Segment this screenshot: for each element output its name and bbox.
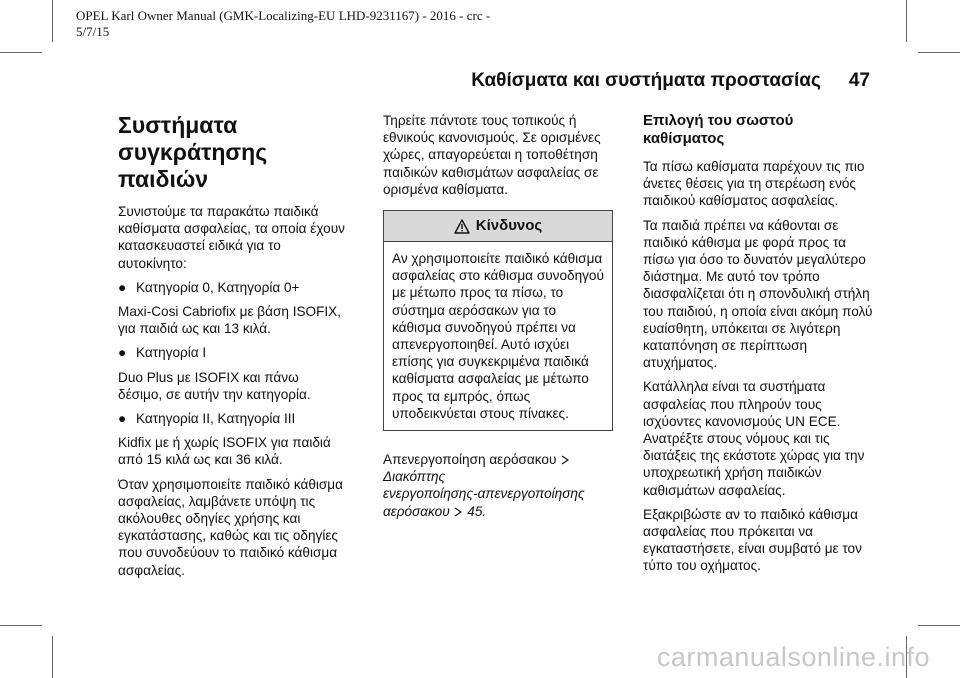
crop-mark [918,52,960,53]
list-item-detail: Duo Plus με ISOFIX και πάνω δέσιμο, σε αυτήν την κατηγορία. [118,369,311,402]
page-reference-icon [453,507,463,517]
intro-paragraph: Συνιστούμε τα παρακάτω παιδικά καθίσματα ασφαλείας, τα οποία έχουν κατασκευαστεί ειδικά για το αυτοκίνητο: [118,204,345,271]
list-item: ● Κατηγορία I [118,345,207,361]
paragraph: Κατάλληλα είναι τα συστήματα ασφαλείας που πληρούν τους ισχύοντες κανονισμούς UN ECE. Ανατρέξτε στους νόμους και τις διατάξεις της εκάστοτε χώρας για την υποχρεωτική χρήση παιδικών καθισμάτων ασφαλείας. [643,379,865,498]
bullet-icon: ● [118,345,127,361]
column-3 [643,112,873,582]
column-2 [383,112,613,527]
danger-header [384,211,612,242]
column-1 [118,112,346,586]
crop-mark [0,625,42,626]
crop-mark [918,625,960,626]
print-header-meta: OPEL Karl Owner Manual (GMK-Localizing-EU LHD-9231167) - 2016 - crc - 5/7/15 [76,8,491,39]
danger-text: Αν χρησιμοποιείτε παιδικό κάθισμα ασφαλείας στο κάθισμα συνοδηγού με μέτωπο προς τα πίσω, το σύστημα αερόσακων για το κάθισμα συνοδηγού πρέπει να απενεργοποιηθεί. Αυτό ισχύει επίσης για συγκεκριμένα παιδικά καθίσματα ασφαλείας με μέτωπο προς τα εμπρός, όπως υποδεικνύεται στους πίνακες. [392,251,604,421]
crop-mark [52,0,53,42]
list-item-detail: Maxi-Cosi Cabriofix με βάση ISOFIX, για παιδιά ως και 13 κιλά. [118,304,342,337]
danger-box [383,210,613,431]
running-header [471,70,870,92]
paragraph: Τα πίσω καθίσματα παρέχουν τις πιο άνετες θέσεις για τη στερέωση ενός παιδικού καθίσματος ασφαλείας. [643,159,865,209]
cross-reference: Απενεργοποίηση αερόσακου Διακόπτης ενεργοποίησης-απενεργοποίησης αερόσακου 45. [383,452,585,519]
list-item: ● Κατηγορία II, Κατηγορία III [118,411,296,427]
regulations-paragraph: Τηρείτε πάντοτε τους τοπικούς ή εθνικούς κανονισμούς. Σε ορισμένες χώρες, απαγορεύεται η τοποθέτηση παιδικών καθισμάτων ασφαλείας σε ορισμένα καθίσματα. [383,113,601,197]
crop-mark [52,636,53,678]
crop-mark [906,0,907,42]
watermark-text: carmanualsonline.info [656,642,930,672]
page-number: 47 [848,70,870,91]
closing-paragraph: Όταν χρησιμοποιείτε παιδικό κάθισμα ασφαλείας, λαμβάνετε υπόψη τις ακόλουθες οδηγίες χρήσης και εγκατάστασης, καθώς και τις οδηγίες που συνοδεύουν το παιδικό κάθισμα ασφαλείας. [118,476,343,578]
crop-mark [0,52,42,53]
bullet-icon: ● [118,279,127,295]
paragraph: Τα παιδιά πρέπει να κάθονται σε παιδικό κάθισμα με φορά προς τα πίσω για όσο το δυνατόν μεγαλύτερο διάστημα. Με αυτό τον τρόπο διασφαλίζεται ότι η σπονδυλική στήλη του παιδιού, η οποία είναι ακόμη πολύ ευαίσθητη, υπόκειται σε λιγότερη καταπόνηση σε περίπτωση ατυχήματος. [643,217,873,371]
subsection-heading: Επιλογή του σωστού καθίσματος [643,112,794,147]
danger-title: Κίνδυνος [475,217,543,235]
paragraph: Εξακριβώστε αν το παιδικό κάθισμα ασφαλείας που πρόκειται να εγκαταστήσετε, είναι συμβατό με τον τύπο του οχήματος. [643,506,862,574]
running-title: Καθίσματα και συστήματα προστασίας [471,70,821,91]
page-reference-icon [560,455,570,465]
bullet-icon: ● [118,411,127,427]
list-item: ● Κατηγορία 0, Κατηγορία 0+ [118,279,300,295]
warning-triangle-icon [454,219,470,234]
list-item-detail: Kidfix με ή χωρίς ISOFIX για παιδιά από 15 κιλά ως και 36 κιλά. [118,435,331,468]
section-heading: Συστήματα συγκράτησης παιδιών [118,112,268,192]
